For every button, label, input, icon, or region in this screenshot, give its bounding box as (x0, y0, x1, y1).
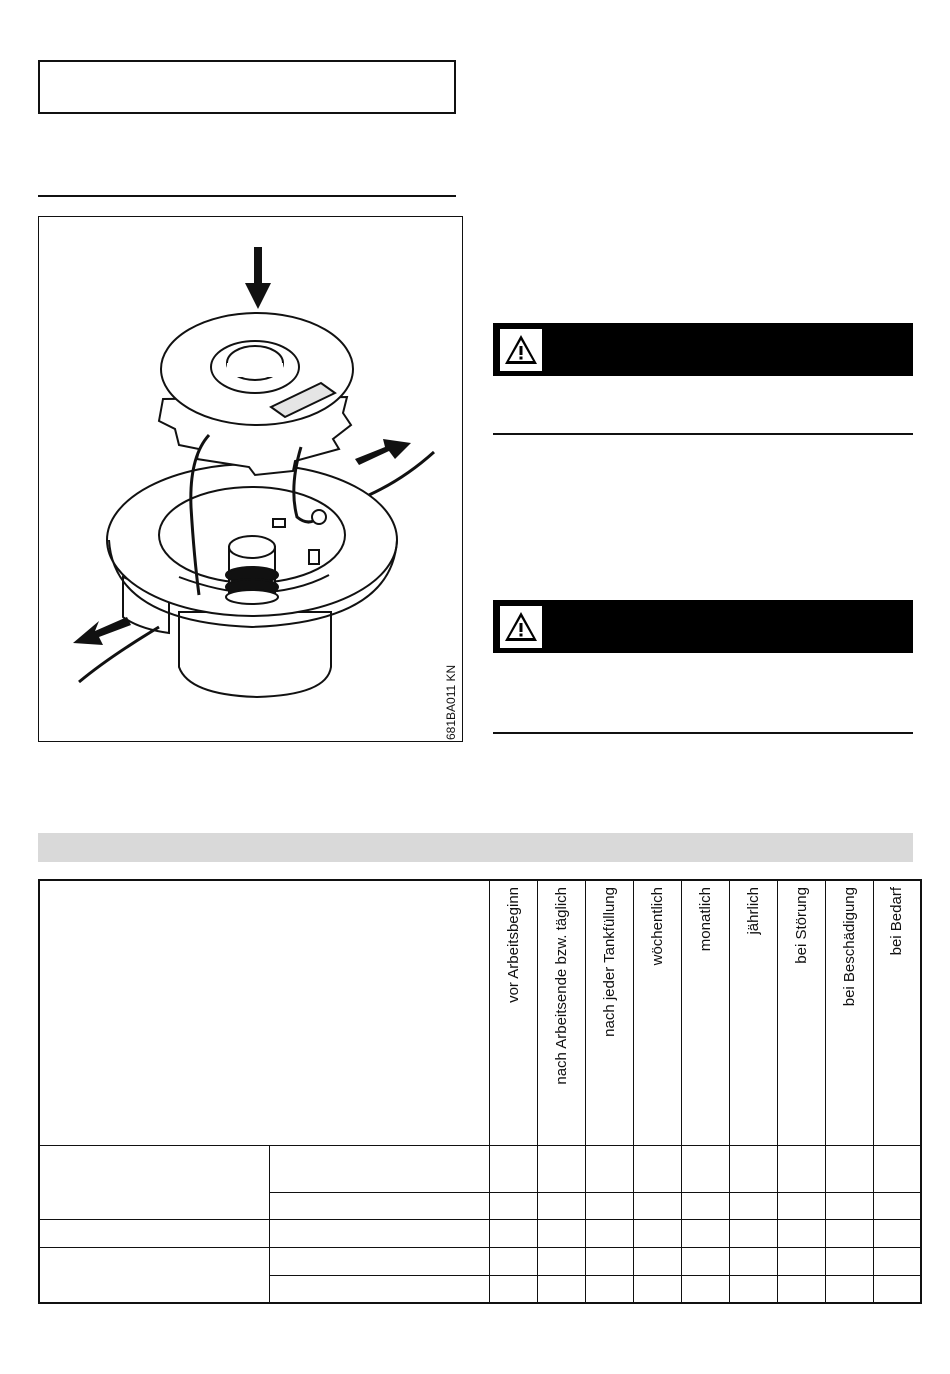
left-arrow-icon (73, 617, 131, 645)
down-arrow-icon (245, 247, 271, 309)
right-arrow-icon (355, 439, 411, 465)
filler-cap (159, 313, 353, 475)
column-header: monatlich (681, 880, 729, 1146)
table-cell (269, 1193, 489, 1220)
warning-triangle-icon (500, 606, 542, 648)
figure-code: 681BA011 KN (444, 664, 458, 740)
table-cell (39, 1248, 269, 1303)
figure-frame (38, 216, 463, 742)
table-row (39, 1220, 921, 1248)
header-empty-cell (39, 880, 489, 1146)
warning-bar (493, 323, 913, 376)
table-cell (39, 1146, 269, 1220)
column-header: bei Bedarf (873, 880, 921, 1146)
cord-right (369, 452, 434, 495)
table-row (39, 1248, 921, 1276)
table-cell (269, 1276, 489, 1303)
section-heading-bar (38, 833, 913, 862)
table-row (39, 1146, 921, 1193)
section-rule (493, 732, 913, 734)
section-rule (493, 433, 913, 435)
table-header-row (39, 880, 921, 1146)
table-cell (269, 1146, 489, 1193)
column-header: wöchentlich (633, 880, 681, 1146)
maintenance-table (38, 879, 922, 1304)
table-cell (269, 1220, 489, 1248)
column-header: jährlich (729, 880, 777, 1146)
column-header: vor Arbeitsbeginn (489, 880, 537, 1146)
warning-bar (493, 600, 913, 653)
table-cell (39, 1220, 269, 1248)
column-header: nach jeder Tankfüllung (585, 880, 633, 1146)
title-box (38, 60, 456, 114)
column-header: nach Arbeitsende bzw. täglich (537, 880, 585, 1146)
warning-triangle-icon (500, 329, 542, 371)
section-rule-left (38, 195, 456, 197)
column-header: bei Beschädigung (825, 880, 873, 1146)
table-cell (269, 1248, 489, 1276)
column-header: bei Störung (777, 880, 825, 1146)
filler-cap-illustration (39, 217, 462, 741)
